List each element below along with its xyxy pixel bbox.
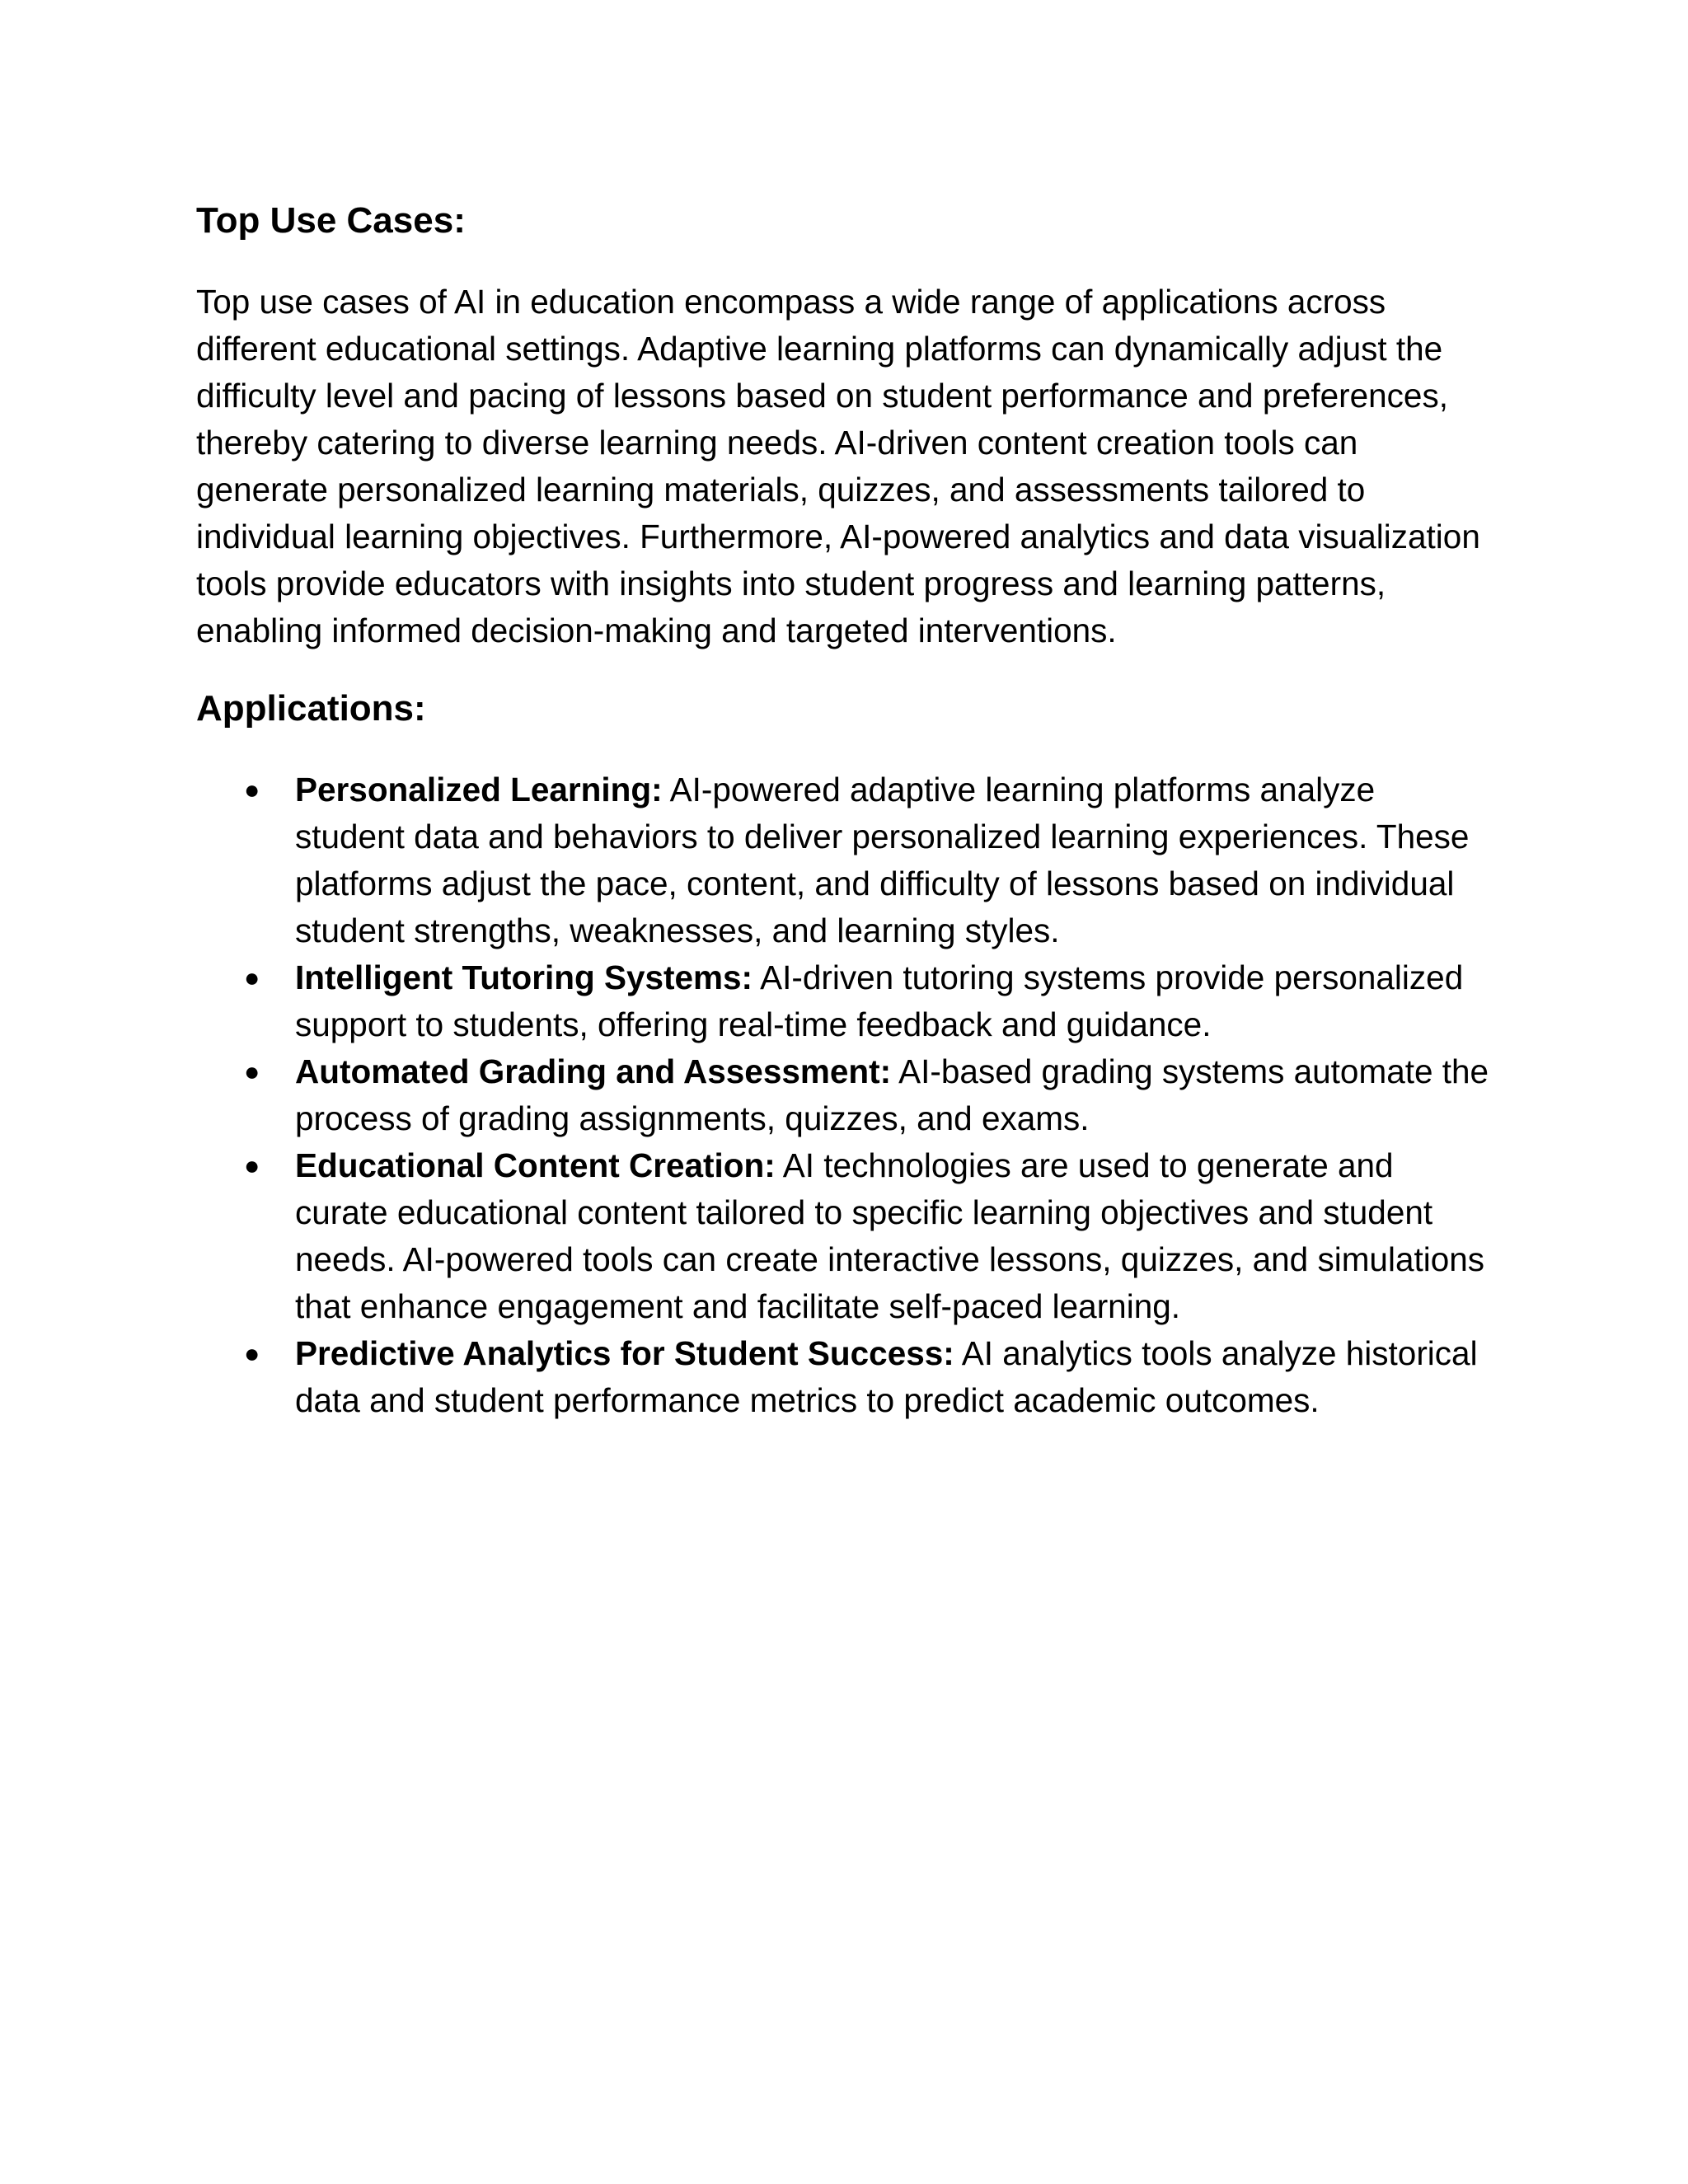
item-text: AI-driven tutoring systems provide personalized support to students, offering real-time feedback and guidance. [295, 958, 1464, 1043]
heading-applications: Applications: [196, 688, 426, 729]
item-title: Educational Content Creation: [295, 1146, 776, 1184]
bullet-icon: ● [244, 963, 260, 992]
heading-top-use-cases: Top Use Cases: [196, 200, 466, 241]
applications-list [196, 766, 1492, 1424]
bullet-icon: ● [244, 1151, 260, 1180]
item-title: Personalized Learning: [295, 771, 663, 808]
list-item [244, 1142, 1492, 1330]
list-item [244, 954, 1492, 1048]
item-text: AI-powered adaptive learning platforms analyze student data and behaviors to deliver personalized learning experiences. These platforms adjust the pace, content, and difficulty of lessons based on individual student strengths, weaknesses, and learning styles. [295, 771, 1470, 949]
list-item [244, 766, 1492, 954]
use-cases-paragraph: Top use cases of AI in education encompass a wide range of applications across different educational settings. Adaptive learning platforms can dynamically adjust the difficulty level and pacing of lessons based on student performance and preferences, thereby catering to diverse learning needs. AI-driven content creation tools can generate personalized learning materials, quizzes, and assessments tailored to individual learning objectives. Furthermore, AI-powered analytics and data visualization tools provide educators with insights into student progress and learning patterns, enabling informed decision-making and targeted interventions. [196, 283, 1480, 649]
bullet-icon: ● [244, 1057, 260, 1086]
bullet-icon: ● [244, 775, 260, 804]
item-title: Automated Grading and Assessment: [295, 1052, 892, 1090]
list-item [244, 1048, 1492, 1142]
item-text: AI technologies are used to generate and curate educational content tailored to specific learning objectives and student needs. AI-powered tools can create interactive lessons, quizzes, and simulations that enhance engagement and facilitate self-paced learning. [295, 1146, 1485, 1325]
item-title: Predictive Analytics for Student Success: [295, 1334, 954, 1372]
item-title: Intelligent Tutoring Systems: [295, 958, 753, 996]
item-text: AI analytics tools analyze historical data and student performance metrics to predict academic outcomes. [295, 1334, 1478, 1419]
list-item [244, 1330, 1492, 1424]
item-text: AI-based grading systems automate the process of grading assignments, quizzes, and exams. [295, 1052, 1489, 1137]
bullet-icon: ● [244, 1338, 260, 1368]
